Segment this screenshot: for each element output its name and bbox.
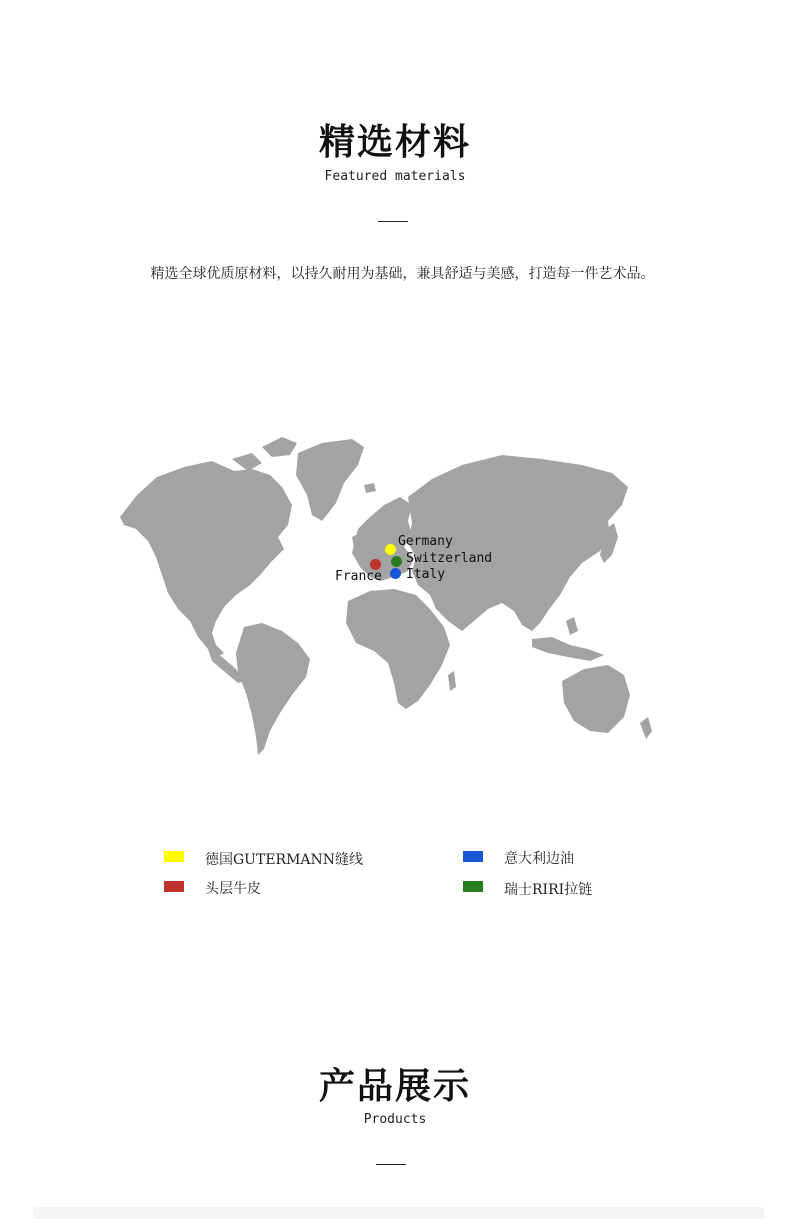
map-label-italy: Italy [406,567,446,582]
map-label-france: France [335,569,382,584]
products-panel-edge [33,1207,764,1219]
continents [120,437,652,755]
materials-divider [378,221,408,222]
marker-italy [390,568,401,579]
marker-switzerland [391,556,402,567]
legend-label-thread: 德国GUTERMANN缝线 [205,852,364,868]
map-label-switzerland: Switzerland [406,551,493,566]
legend-swatch-thread [164,851,184,862]
products-subtitle: Products [363,1112,427,1127]
materials-subtitle: Featured materials [324,169,466,184]
legend-swatch-edge-oil [463,851,483,862]
world-map [112,425,672,760]
legend-label-zipper: 瑞士RIRI拉链 [504,882,593,898]
map-label-germany: Germany [398,534,453,549]
products-title: 产品展示 [318,1065,471,1107]
marker-germany [385,544,396,555]
products-divider [376,1164,406,1165]
legend-swatch-zipper [463,881,483,892]
world-map-shape [112,425,672,760]
legend-swatch-leather [164,881,184,892]
materials-title: 精选材料 [318,121,471,163]
materials-intro: 精选全球优质原材料，以持久耐用为基础，兼具舒适与美感，打造每一件艺术品。 [150,266,655,282]
legend-label-leather: 头层牛皮 [205,881,261,897]
legend-label-edge-oil: 意大利边油 [504,851,574,867]
